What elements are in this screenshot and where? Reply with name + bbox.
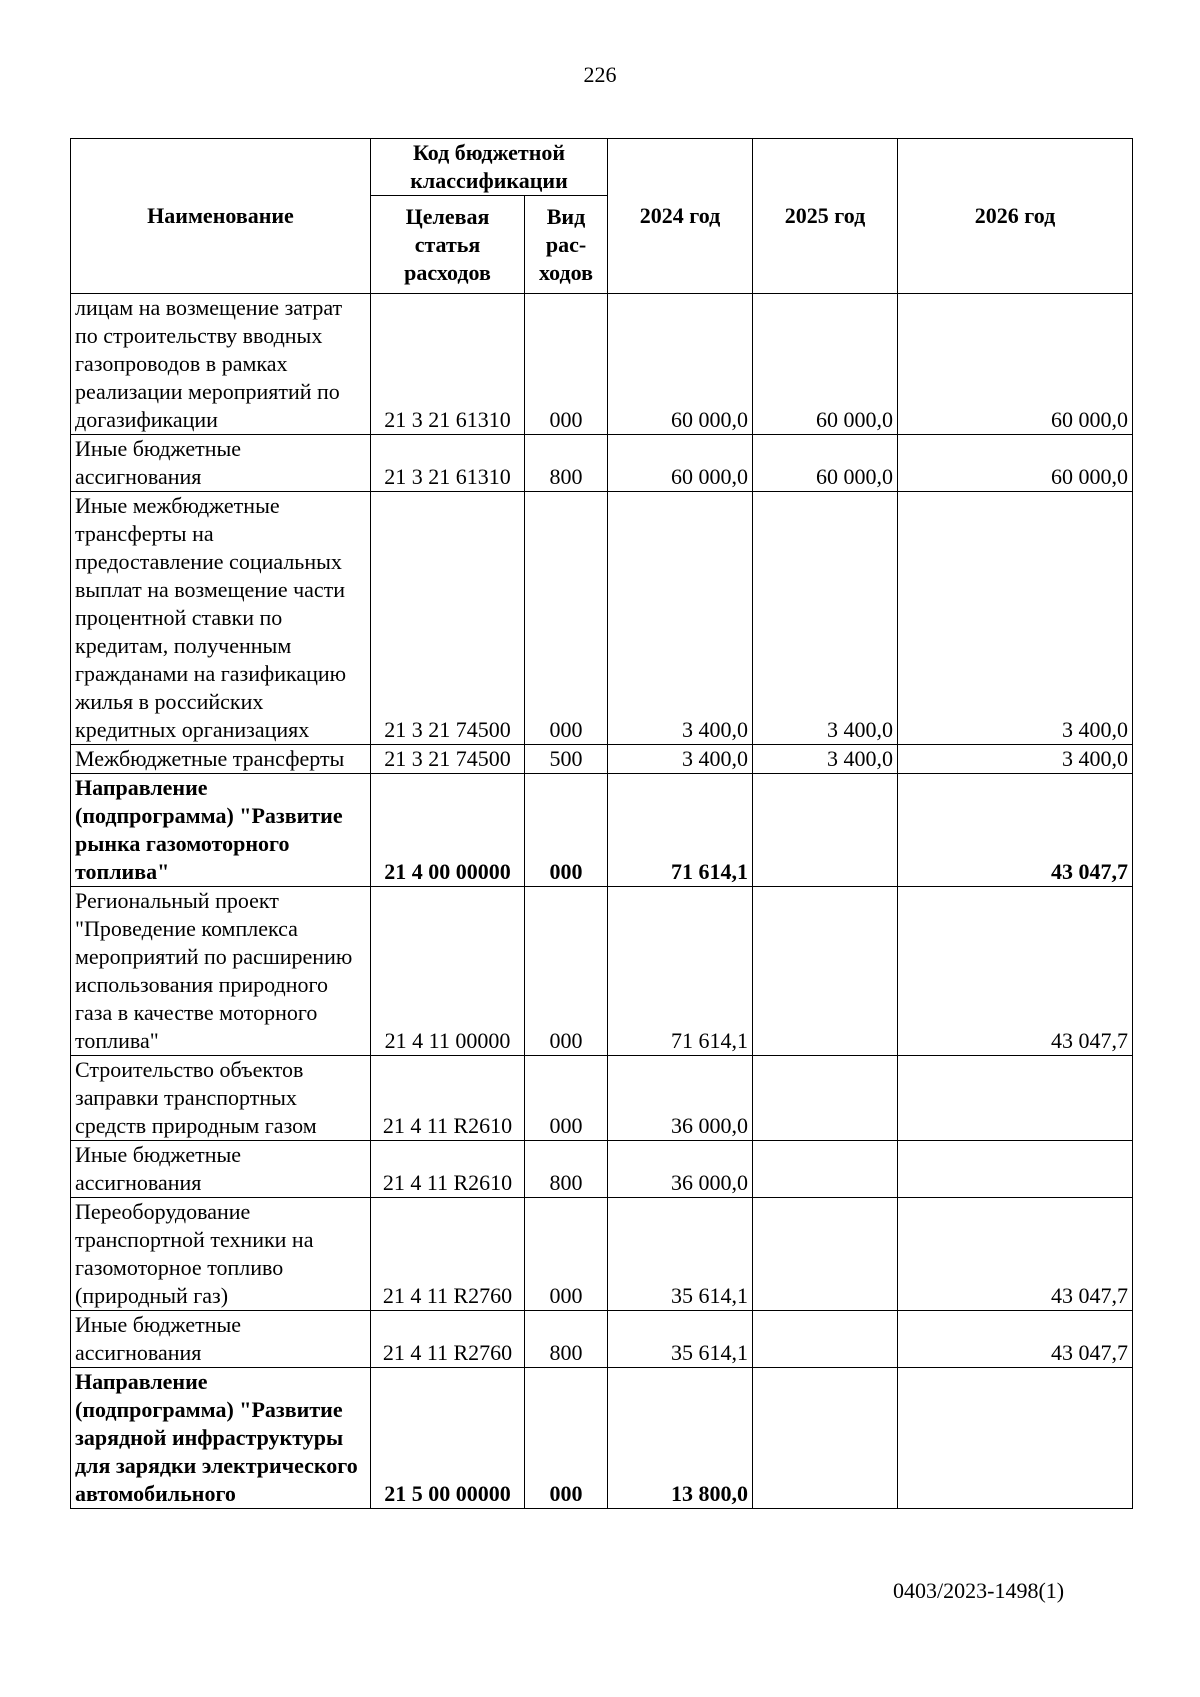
expense-kind-cell: 000 (525, 1368, 608, 1509)
header-bcc: Код бюджетной классификации (371, 139, 608, 196)
table-row (71, 492, 1133, 745)
expense-kind-cell: 800 (525, 1311, 608, 1368)
amount-2024-cell: 60 000,0 (608, 294, 753, 435)
amount-2025-cell: 60 000,0 (753, 294, 898, 435)
amount-2024-cell: 13 800,0 (608, 1368, 753, 1509)
table-row (71, 1056, 1133, 1141)
amount-2025-cell (753, 1141, 898, 1198)
name-cell: Направление (подпрограмма) "Развитие рынка газомоторного топлива" (71, 774, 371, 887)
amount-2026-cell: 43 047,7 (898, 1198, 1133, 1311)
target-article-cell: 21 3 21 74500 (371, 492, 525, 745)
expense-kind-cell: 000 (525, 774, 608, 887)
header-name: Наименование (71, 139, 371, 294)
amount-2024-cell: 71 614,1 (608, 774, 753, 887)
name-cell: Иные бюджетные ассигнования (71, 1141, 371, 1198)
amount-2025-cell (753, 1311, 898, 1368)
target-article-cell: 21 4 11 R2610 (371, 1141, 525, 1198)
amount-2026-cell: 3 400,0 (898, 492, 1133, 745)
table-row (71, 1141, 1133, 1198)
amount-2025-cell (753, 1056, 898, 1141)
expense-kind-cell: 800 (525, 435, 608, 492)
target-article-cell: 21 3 21 61310 (371, 435, 525, 492)
amount-2024-cell: 60 000,0 (608, 435, 753, 492)
amount-2025-cell (753, 774, 898, 887)
target-article-cell: 21 4 11 00000 (371, 887, 525, 1056)
name-cell: Переоборудование транспортной техники на газомоторное топливо (природный газ) (71, 1198, 371, 1311)
amount-2026-cell: 43 047,7 (898, 887, 1133, 1056)
target-article-cell: 21 3 21 61310 (371, 294, 525, 435)
table-body (71, 294, 1133, 1509)
name-cell: Иные бюджетные ассигнования (71, 1311, 371, 1368)
table-row (71, 745, 1133, 774)
table-row (71, 435, 1133, 492)
expense-kind-cell: 000 (525, 887, 608, 1056)
name-cell: Иные межбюджетные трансферты на предоставление социальных выплат на возмещение части процентной ставки по кредитам, полученным гражданами на газификацию жилья в российских кредитных организациях (71, 492, 371, 745)
header-2026: 2026 год (898, 139, 1133, 294)
table-row (71, 1311, 1133, 1368)
amount-2024-cell: 36 000,0 (608, 1056, 753, 1141)
name-cell: Иные бюджетные ассигнования (71, 435, 371, 492)
amount-2024-cell: 36 000,0 (608, 1141, 753, 1198)
header-2024: 2024 год (608, 139, 753, 294)
document-code: 0403/2023-1498(1) (893, 1578, 1065, 1603)
amount-2024-cell: 35 614,1 (608, 1311, 753, 1368)
amount-2026-cell: 43 047,7 (898, 774, 1133, 887)
expense-kind-cell: 000 (525, 1056, 608, 1141)
amount-2026-cell: 3 400,0 (898, 745, 1133, 774)
name-cell: лицам на возмещение затрат по строительству вводных газопроводов в рамках реализации мероприятий по догазификации (71, 294, 371, 435)
expense-kind-cell: 000 (525, 492, 608, 745)
table-row (71, 1198, 1133, 1311)
amount-2025-cell: 3 400,0 (753, 492, 898, 745)
amount-2025-cell: 60 000,0 (753, 435, 898, 492)
budget-table (70, 138, 1133, 1509)
name-cell: Межбюджетные трансферты (71, 745, 371, 774)
header-expense-kind: Вид рас-ходов (525, 196, 608, 294)
expense-kind-cell: 000 (525, 294, 608, 435)
page-number: 226 (583, 62, 617, 87)
header-2025: 2025 год (753, 139, 898, 294)
amount-2025-cell: 3 400,0 (753, 745, 898, 774)
table-header (71, 139, 1133, 294)
amount-2025-cell (753, 1198, 898, 1311)
amount-2024-cell: 71 614,1 (608, 887, 753, 1056)
target-article-cell: 21 4 00 00000 (371, 774, 525, 887)
table-row (71, 887, 1133, 1056)
amount-2026-cell: 60 000,0 (898, 435, 1133, 492)
amount-2026-cell: 60 000,0 (898, 294, 1133, 435)
target-article-cell: 21 4 11 R2610 (371, 1056, 525, 1141)
amount-2026-cell: 43 047,7 (898, 1311, 1133, 1368)
target-article-cell: 21 3 21 74500 (371, 745, 525, 774)
table-row (71, 294, 1133, 435)
expense-kind-cell: 500 (525, 745, 608, 774)
name-cell: Строительство объектов заправки транспортных средств природным газом (71, 1056, 371, 1141)
amount-2026-cell (898, 1368, 1133, 1509)
header-target-article: Целевая статья расходов (371, 196, 525, 294)
amount-2025-cell (753, 887, 898, 1056)
table-row (71, 1368, 1133, 1509)
amount-2026-cell (898, 1141, 1133, 1198)
target-article-cell: 21 5 00 00000 (371, 1368, 525, 1509)
table-row (71, 774, 1133, 887)
amount-2025-cell (753, 1368, 898, 1509)
amount-2024-cell: 3 400,0 (608, 492, 753, 745)
expense-kind-cell: 800 (525, 1141, 608, 1198)
expense-kind-cell: 000 (525, 1198, 608, 1311)
amount-2024-cell: 3 400,0 (608, 745, 753, 774)
target-article-cell: 21 4 11 R2760 (371, 1311, 525, 1368)
amount-2024-cell: 35 614,1 (608, 1198, 753, 1311)
target-article-cell: 21 4 11 R2760 (371, 1198, 525, 1311)
name-cell: Направление (подпрограмма) "Развитие зарядной инфраструктуры для зарядки электрического автомобильного (71, 1368, 371, 1509)
amount-2026-cell (898, 1056, 1133, 1141)
name-cell: Региональный проект "Проведение комплекса мероприятий по расширению использования природного газа в качестве моторного топлива" (71, 887, 371, 1056)
